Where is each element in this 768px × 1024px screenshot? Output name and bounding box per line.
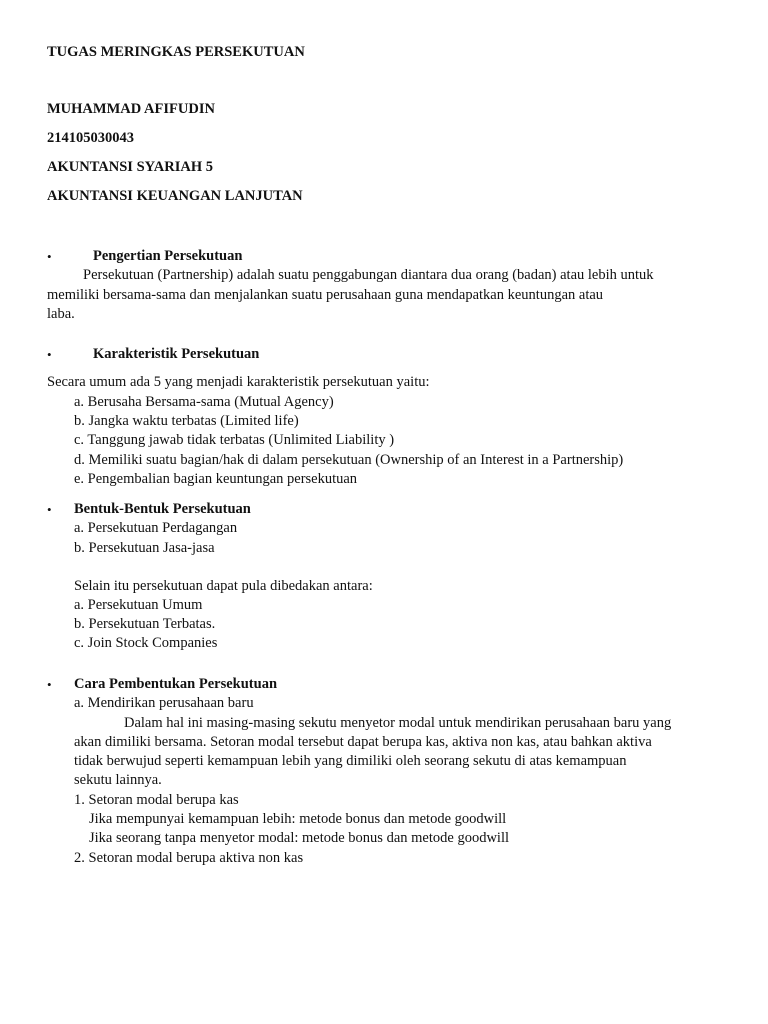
paragraph-line: Persekutuan (Partnership) adalah suatu penggabungan diantara dua orang (badan) atau lebih untuk: [83, 267, 654, 283]
list-item: c. Tanggung jawab tidak terbatas (Unlimited Liability ): [74, 432, 395, 448]
list-item: e. Pengembalian bagian keuntungan persekutuan: [74, 471, 358, 487]
paragraph-line: akan dimiliki bersama. Setoran modal tersebut dapat berupa kas, aktiva non kas, atau bahkan aktiva: [74, 734, 652, 750]
section-heading-karakteristik: Karakteristik Persekutuan: [93, 346, 260, 362]
paragraph-line: Jika seorang tanpa menyetor modal: metode bonus dan metode goodwill: [89, 830, 509, 846]
paragraph-line: Jika mempunyai kemampuan lebih: metode bonus dan metode goodwill: [89, 811, 507, 827]
list-item: b. Jangka waktu terbatas (Limited life): [74, 413, 299, 429]
bullet-icon: •: [47, 677, 52, 692]
course-name: AKUNTANSI KEUANGAN LANJUTAN: [47, 188, 303, 204]
paragraph-line: tidak berwujud seperti kemampuan lebih yang dimiliki oleh seorang sekutu di atas kemampuan: [74, 753, 627, 769]
list-item: a. Mendirikan perusahaan baru: [74, 695, 254, 711]
section-heading-bentuk: Bentuk-Bentuk Persekutuan: [74, 501, 251, 517]
student-id: 214105030043: [47, 130, 134, 146]
paragraph-line: Selain itu persekutuan dapat pula dibedakan antara:: [74, 578, 373, 594]
student-name: MUHAMMAD AFIFUDIN: [47, 101, 215, 117]
class-name: AKUNTANSI SYARIAH 5: [47, 159, 213, 175]
section-heading-pengertian: Pengertian Persekutuan: [93, 248, 243, 264]
paragraph-line: memiliki bersama-sama dan menjalankan suatu perusahaan guna mendapatkan keuntungan atau: [47, 287, 604, 303]
list-item: d. Memiliki suatu bagian/hak di dalam persekutuan (Ownership of an Interest in a Partnership): [74, 452, 624, 468]
bullet-icon: •: [47, 249, 52, 264]
list-item: 2. Setoran modal berupa aktiva non kas: [74, 850, 304, 866]
bullet-icon: •: [47, 347, 52, 362]
list-item: b. Persekutuan Terbatas.: [74, 616, 216, 632]
paragraph-line: Dalam hal ini masing-masing sekutu menyetor modal untuk mendirikan perusahaan baru yang: [124, 715, 672, 731]
paragraph-line: sekutu lainnya.: [74, 772, 162, 788]
list-item: 1. Setoran modal berupa kas: [74, 792, 239, 808]
list-item: c. Join Stock Companies: [74, 635, 218, 651]
bullet-icon: •: [47, 502, 52, 517]
paragraph-line: laba.: [47, 306, 75, 322]
document-title: TUGAS MERINGKAS PERSEKUTUAN: [47, 44, 305, 60]
paragraph-line: Secara umum ada 5 yang menjadi karakteristik persekutuan yaitu:: [47, 374, 430, 390]
list-item: a. Persekutuan Umum: [74, 597, 203, 613]
list-item: a. Persekutuan Perdagangan: [74, 520, 238, 536]
list-item: b. Persekutuan Jasa-jasa: [74, 540, 215, 556]
section-heading-cara: Cara Pembentukan Persekutuan: [74, 676, 278, 692]
list-item: a. Berusaha Bersama-sama (Mutual Agency): [74, 394, 334, 410]
